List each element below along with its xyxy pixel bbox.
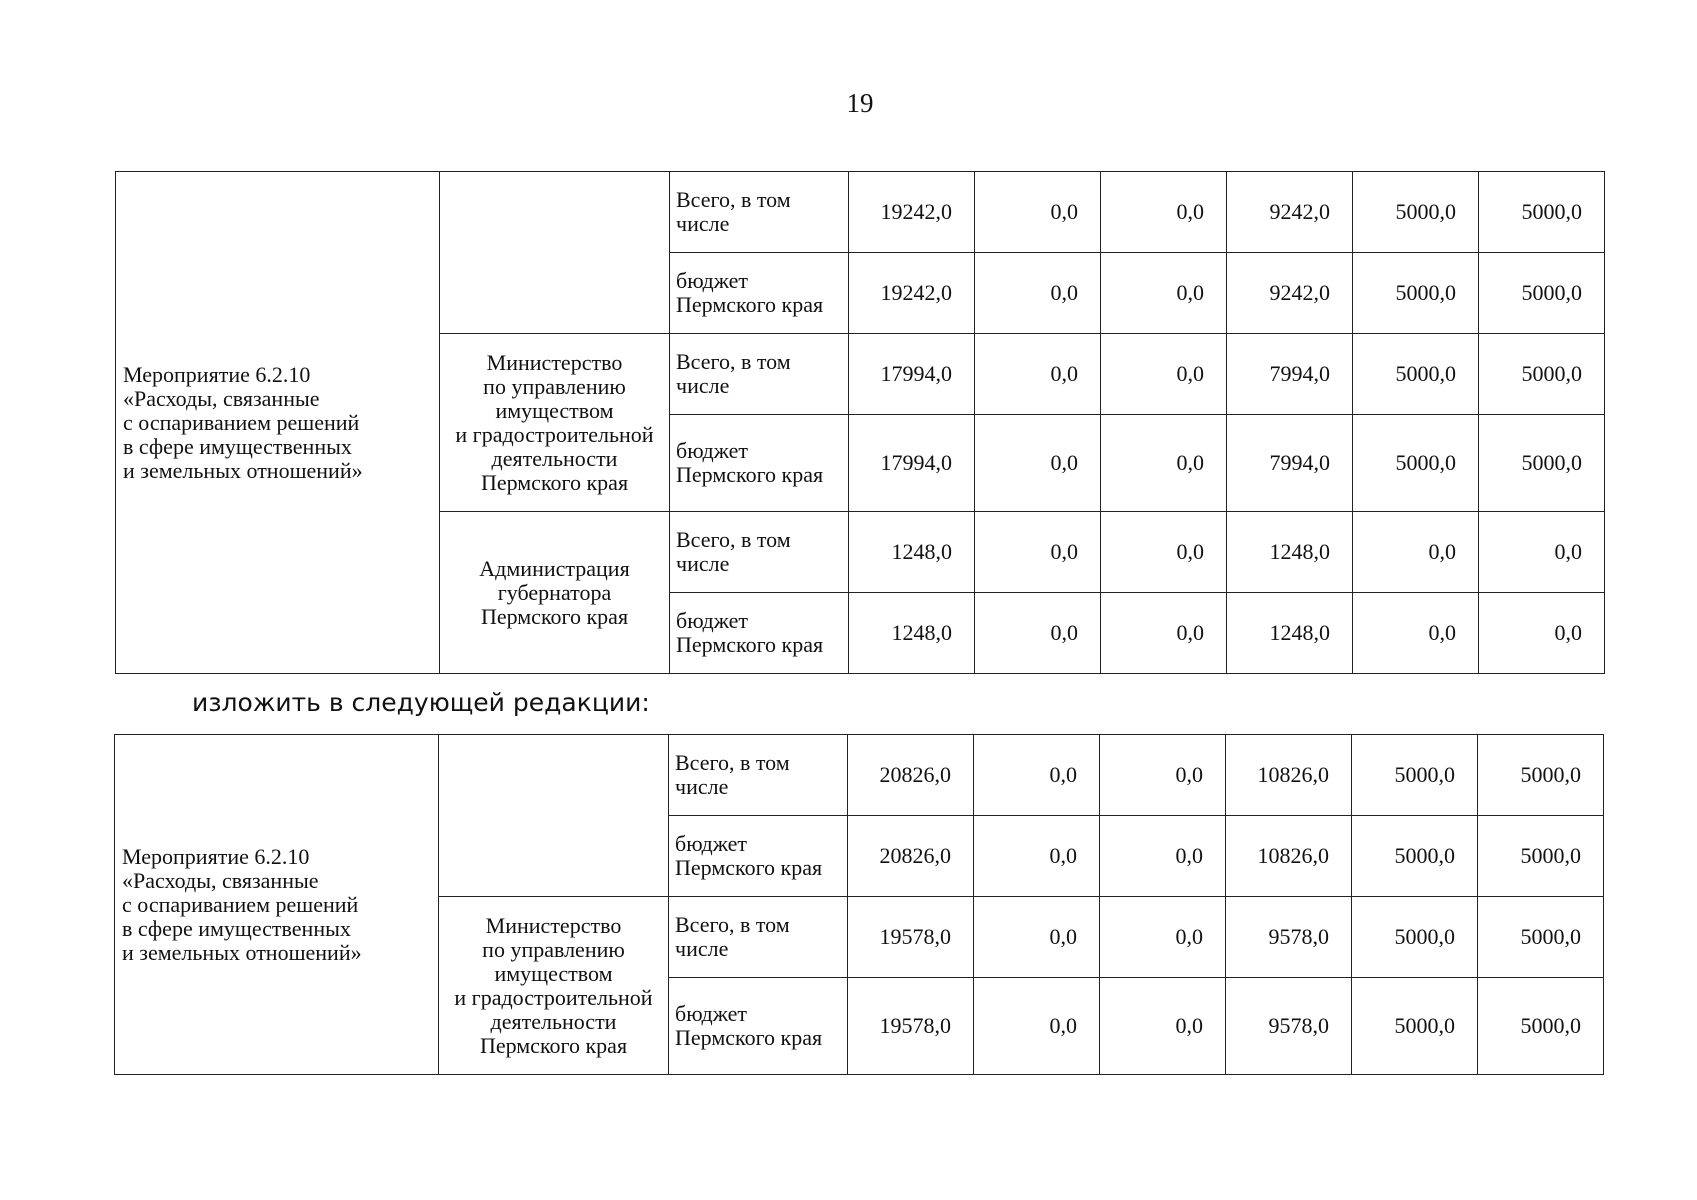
funding-type-cell <box>670 172 849 253</box>
value-cell: 5000,0 <box>1352 897 1478 978</box>
value-cell: 9242,0 <box>1227 253 1353 334</box>
value-cell: 0,0 <box>1101 593 1227 674</box>
funding-type-cell <box>670 334 849 415</box>
value-cell: 17994,0 <box>849 334 975 415</box>
text-line: имуществом <box>494 960 613 986</box>
value-cell: 5000,0 <box>1479 334 1605 415</box>
text-line: по управлению <box>482 936 625 962</box>
value-cell: 7994,0 <box>1227 415 1353 512</box>
value-cell: 0,0 <box>974 978 1100 1075</box>
value-cell: 19578,0 <box>848 897 974 978</box>
value-cell: 0,0 <box>975 253 1101 334</box>
value-cell: 0,0 <box>1100 978 1226 1075</box>
funding-type-cell <box>669 978 848 1075</box>
value-cell: 1248,0 <box>1227 593 1353 674</box>
text-line: и земельных отношений» <box>122 939 362 965</box>
text-line: «Расходы, связанные <box>122 867 319 893</box>
value-cell: 5000,0 <box>1353 253 1479 334</box>
value-cell: 10826,0 <box>1226 735 1352 816</box>
funding-type-cell <box>670 593 849 674</box>
value-cell: 1248,0 <box>849 512 975 593</box>
organization-cell <box>439 897 669 1075</box>
organization-cell <box>439 735 669 897</box>
text-line: Мероприятие 6.2.10 <box>122 843 310 869</box>
funding-type-cell <box>669 897 848 978</box>
text-line: Пермского края <box>676 632 824 657</box>
value-cell: 5000,0 <box>1479 415 1605 512</box>
value-cell: 0,0 <box>974 816 1100 897</box>
original-table <box>115 171 1605 674</box>
text-line: с оспариванием решений <box>122 891 359 917</box>
text-line: числе <box>676 373 730 398</box>
text-line: бюджет <box>675 831 747 856</box>
value-cell: 17994,0 <box>849 415 975 512</box>
organization-cell <box>440 172 670 334</box>
value-cell: 5000,0 <box>1478 816 1604 897</box>
funding-type-cell <box>670 253 849 334</box>
table-row <box>116 172 1605 253</box>
text-line: с оспариванием решений <box>123 409 360 435</box>
text-line: Пермского края <box>480 469 629 495</box>
value-cell: 5000,0 <box>1352 816 1478 897</box>
text-line: в сфере имущественных <box>122 915 351 941</box>
value-cell: 0,0 <box>975 172 1101 253</box>
value-cell: 20826,0 <box>848 735 974 816</box>
text-line: губернатора <box>497 579 612 605</box>
value-cell: 0,0 <box>1479 512 1605 593</box>
text-line: Мероприятие 6.2.10 <box>123 361 311 387</box>
organization-cell <box>440 334 670 512</box>
value-cell: 7994,0 <box>1227 334 1353 415</box>
funding-type-cell <box>669 816 848 897</box>
revised-table <box>114 734 1604 1075</box>
value-cell: 20826,0 <box>848 816 974 897</box>
text-line: Пермского края <box>480 603 629 629</box>
value-cell: 0,0 <box>1101 415 1227 512</box>
value-cell: 0,0 <box>974 735 1100 816</box>
text-line: бюджет <box>676 438 748 463</box>
value-cell: 0,0 <box>1100 816 1226 897</box>
value-cell: 5000,0 <box>1353 334 1479 415</box>
text-line: Министерство <box>486 349 623 375</box>
value-cell: 1248,0 <box>1227 512 1353 593</box>
value-cell: 0,0 <box>975 415 1101 512</box>
amendment-note: изложить в следующей редакции: <box>192 688 650 717</box>
text-line: Всего, в том <box>675 750 790 775</box>
text-line: Всего, в том <box>675 912 790 937</box>
text-line: в сфере имущественных <box>123 433 352 459</box>
text-line: деятельности <box>490 1008 617 1034</box>
value-cell: 5000,0 <box>1353 172 1479 253</box>
value-cell: 0,0 <box>1479 593 1605 674</box>
text-line: и земельных отношений» <box>123 457 363 483</box>
text-line: Всего, в том <box>676 349 791 374</box>
value-cell: 0,0 <box>1101 334 1227 415</box>
value-cell: 10826,0 <box>1226 816 1352 897</box>
activity-cell <box>116 172 440 674</box>
text-line: Пермского края <box>479 1032 628 1058</box>
text-line: «Расходы, связанные <box>123 385 320 411</box>
value-cell: 5000,0 <box>1478 735 1604 816</box>
value-cell: 0,0 <box>1101 512 1227 593</box>
text-line: бюджет <box>676 268 748 293</box>
text-line: бюджет <box>675 1001 747 1026</box>
text-line: и градостроительной <box>455 421 654 447</box>
funding-type-cell <box>669 735 848 816</box>
text-line: Пермского края <box>675 855 823 880</box>
value-cell: 0,0 <box>975 334 1101 415</box>
text-line: бюджет <box>676 608 748 633</box>
text-line: Пермского края <box>676 462 824 487</box>
table-row <box>115 735 1604 816</box>
value-cell: 19578,0 <box>848 978 974 1075</box>
text-line: Пермского края <box>675 1025 823 1050</box>
value-cell: 0,0 <box>1100 897 1226 978</box>
organization-cell <box>440 512 670 674</box>
text-line: Министерство <box>485 912 622 938</box>
activity-cell <box>115 735 439 1075</box>
text-line: Пермского края <box>676 292 824 317</box>
value-cell: 0,0 <box>1353 512 1479 593</box>
text-line: числе <box>675 774 729 799</box>
value-cell: 1248,0 <box>849 593 975 674</box>
funding-type-cell <box>670 512 849 593</box>
text-line: числе <box>676 551 730 576</box>
text-line: Администрация <box>479 555 630 581</box>
page-number: 19 <box>846 88 874 118</box>
value-cell: 5000,0 <box>1353 415 1479 512</box>
value-cell: 0,0 <box>975 512 1101 593</box>
value-cell: 19242,0 <box>849 253 975 334</box>
funding-type-cell <box>670 415 849 512</box>
text-line: числе <box>676 211 730 236</box>
text-line: по управлению <box>483 373 626 399</box>
value-cell: 0,0 <box>1353 593 1479 674</box>
value-cell: 0,0 <box>974 897 1100 978</box>
value-cell: 9578,0 <box>1226 978 1352 1075</box>
value-cell: 9578,0 <box>1226 897 1352 978</box>
value-cell: 5000,0 <box>1479 253 1605 334</box>
value-cell: 19242,0 <box>849 172 975 253</box>
value-cell: 5000,0 <box>1479 172 1605 253</box>
value-cell: 0,0 <box>1101 253 1227 334</box>
value-cell: 5000,0 <box>1352 978 1478 1075</box>
value-cell: 5000,0 <box>1478 978 1604 1075</box>
value-cell: 9242,0 <box>1227 172 1353 253</box>
text-line: деятельности <box>491 445 618 471</box>
text-line: Всего, в том <box>676 187 791 212</box>
value-cell: 5000,0 <box>1478 897 1604 978</box>
value-cell: 0,0 <box>975 593 1101 674</box>
value-cell: 0,0 <box>1101 172 1227 253</box>
text-line: Всего, в том <box>676 527 791 552</box>
value-cell: 5000,0 <box>1352 735 1478 816</box>
text-line: числе <box>675 936 729 961</box>
text-line: имуществом <box>495 397 614 423</box>
text-line: и градостроительной <box>454 984 653 1010</box>
value-cell: 0,0 <box>1100 735 1226 816</box>
